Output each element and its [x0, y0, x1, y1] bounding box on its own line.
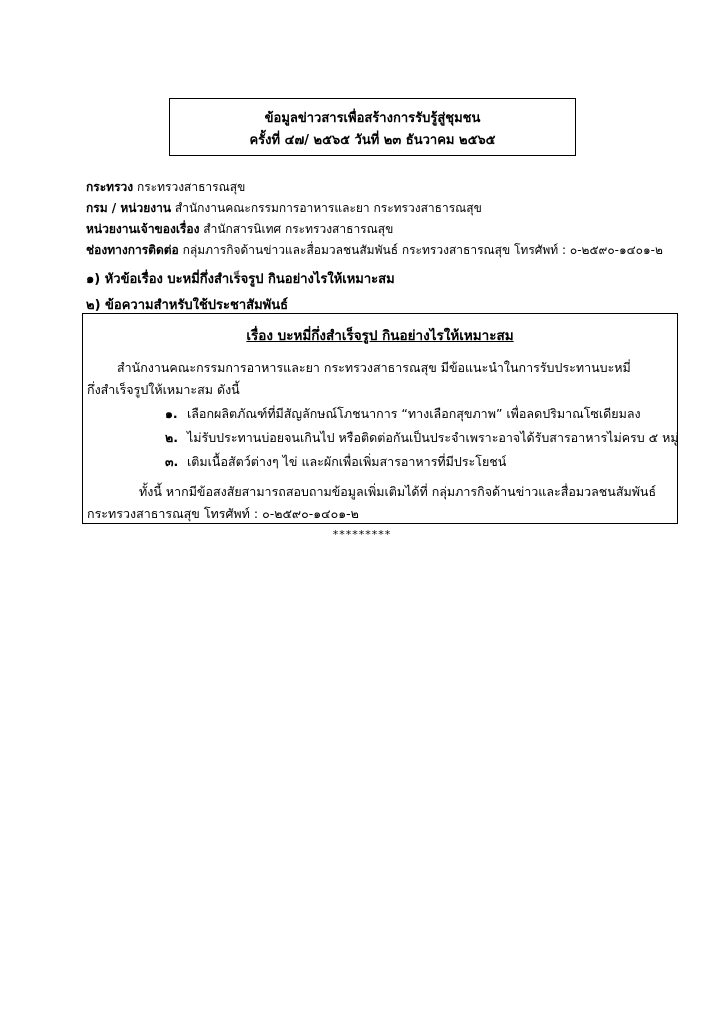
- closing-line-1: ทั้งนี้ หากมีข้อสงสัยสามารถสอบถามข้อมูลเพิ่มเติมได้ที่ กลุ่มภารกิจด้านข่าวและสื่อมวลชนสัมพันธ์: [139, 484, 657, 499]
- owner-value: สำนักสารนิเทศ กระทรวงสาธารณสุข: [203, 222, 394, 236]
- message-box: [82, 313, 678, 524]
- list-item: [165, 452, 506, 472]
- contact-label: ช่องทางการติดต่อ: [86, 243, 179, 257]
- header-title: ข้อมูลข่าวสารเพื่อสร้างการรับรู้สู่ชุมชน: [264, 111, 481, 126]
- section-message: ๒) ข้อความสำหรับใช้ประชาสัมพันธ์: [86, 298, 289, 313]
- intro-line-1: สำนักงานคณะกรรมการอาหารและยา กระทรวงสาธารณสุข มีข้อแนะนำในการรับประทานบะหมี่: [117, 360, 631, 375]
- list-item-number: ๒.: [165, 430, 178, 445]
- meta-department: [86, 199, 482, 218]
- header-issue-date: ครั้งที่ ๔๗/ ๒๕๖๕ วันที่ ๒๓ ธันวาคม ๒๕๖๕: [249, 133, 496, 148]
- closing-line-2: กระทรวงสาธารณสุข โทรศัพท์ : ๐-๒๕๙๐-๑๔๐๑-๒: [87, 506, 359, 521]
- dept-value: สำนักงานคณะกรรมการอาหารและยา กระทรวงสาธารณสุข: [174, 201, 482, 215]
- intro-line-2: กึ่งสำเร็จรูปให้เหมาะสม ดังนี้: [87, 382, 240, 397]
- list-item-text: เลือกผลิตภัณฑ์ที่มีสัญลักษณ์โภชนาการ “ทางเลือกสุขภาพ” เพื่อลดปริมาณโซเดียมลง: [187, 406, 641, 421]
- header-box: [169, 98, 576, 156]
- list-item: [165, 404, 641, 424]
- list-item: [165, 428, 679, 448]
- meta-owner: [86, 220, 393, 239]
- list-item-text: ไม่รับประทานบ่อยจนเกินไป หรือติดต่อกันเป็นประจำเพราะอาจได้รับสารอาหารไม่ครบ ๕ หมู่: [187, 430, 679, 445]
- list-item-number: ๑.: [165, 406, 178, 421]
- contact-value: กลุ่มภารกิจด้านข่าวและสื่อมวลชนสัมพันธ์ กระทรวงสาธารณสุข โทรศัพท์ : ๐-๒๕๙๐-๑๔๐๑-๒: [182, 243, 663, 257]
- owner-label: หน่วยงานเจ้าของเรื่อง: [86, 222, 200, 236]
- meta-ministry: [86, 178, 245, 197]
- list-item-number: ๓.: [165, 454, 179, 469]
- message-subject: เรื่อง บะหมี่กึ่งสำเร็จรูป กินอย่างไรให้เหมาะสม: [246, 328, 514, 344]
- ministry-value: กระทรวงสาธารณสุข: [136, 180, 246, 194]
- ministry-label: กระทรวง: [86, 180, 134, 194]
- dept-label: กรม / หน่วยงาน: [86, 201, 172, 215]
- meta-contact: [86, 241, 663, 260]
- list-item-text: เติมเนื้อสัตว์ต่างๆ ไข่ และผักเพื่อเพิ่มสารอาหารที่มีประโยชน์: [187, 454, 507, 469]
- end-marker: *********: [332, 528, 392, 541]
- section-topic: ๑) หัวข้อเรื่อง บะหมี่กึ่งสำเร็จรูป กินอย่างไรให้เหมาะสม: [86, 272, 395, 287]
